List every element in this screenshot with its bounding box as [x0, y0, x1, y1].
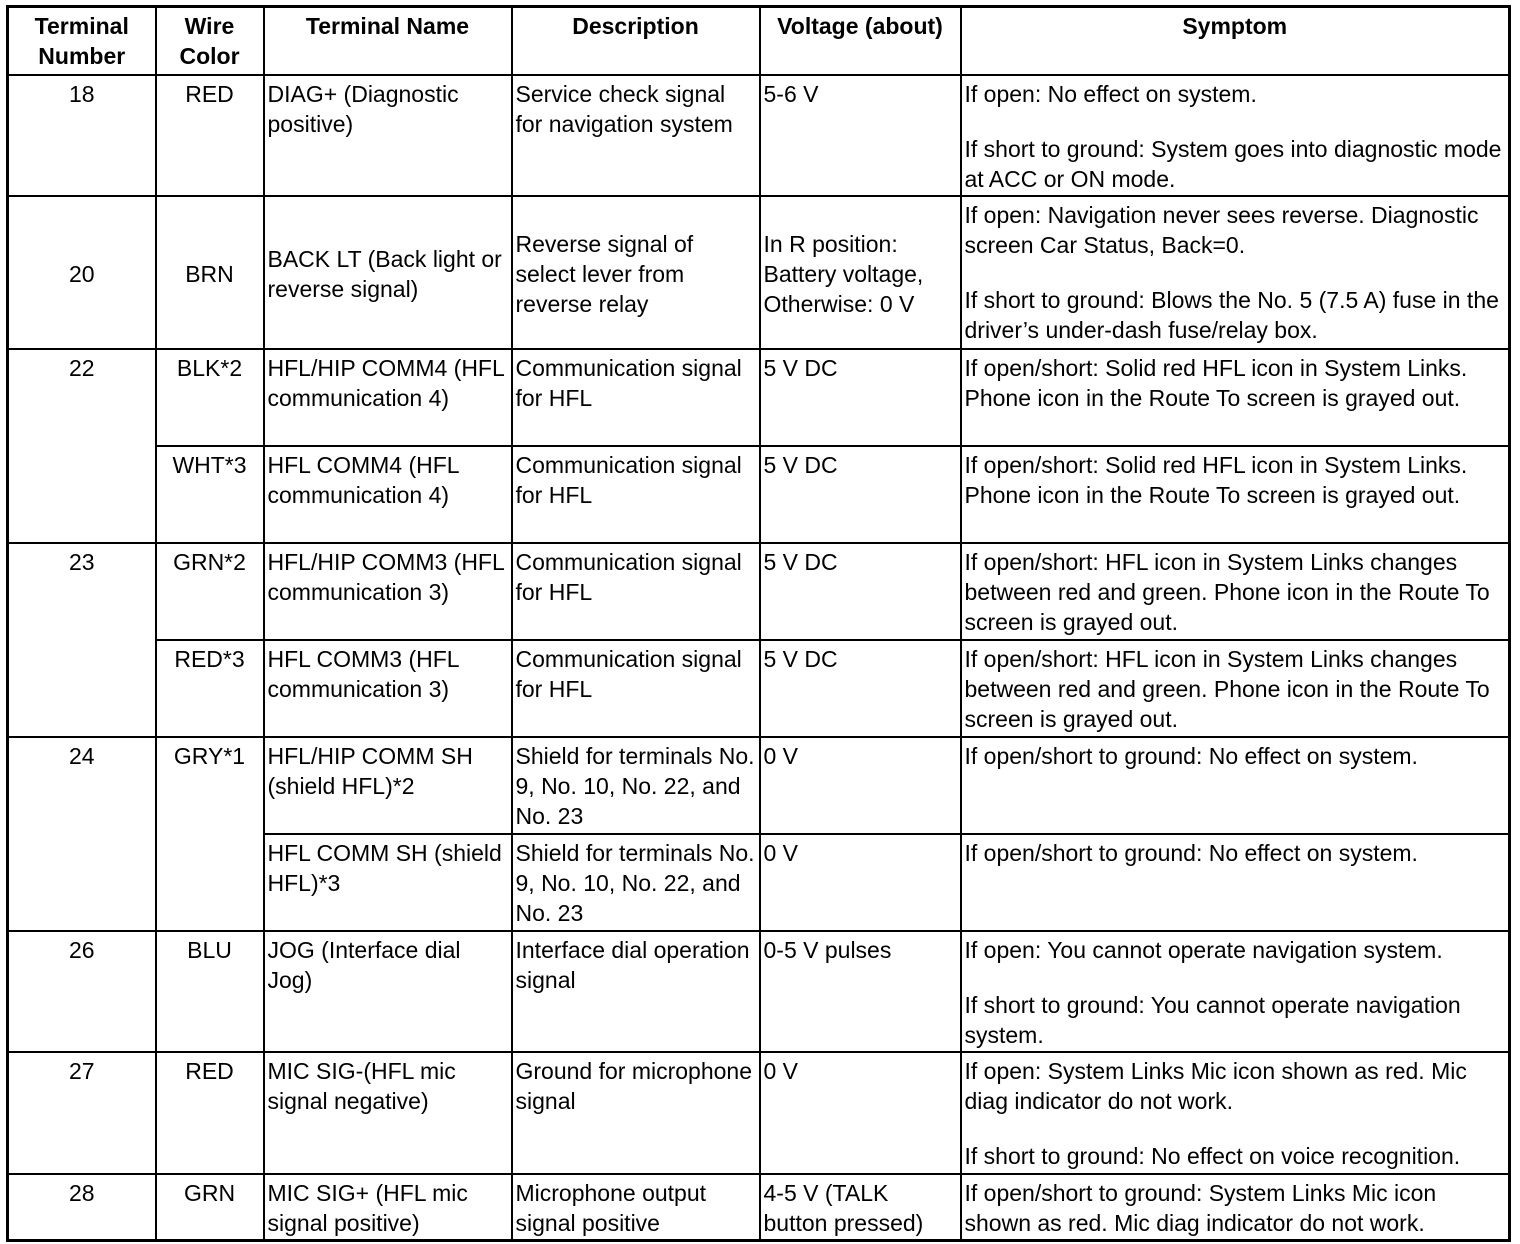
header-symptom: Symptom: [961, 7, 1510, 76]
table-row: [8, 1174, 1510, 1240]
cell-terminal: 24: [8, 737, 156, 931]
cell-symptom: [961, 349, 1510, 446]
symptom-text: If open/short: Solid red HFL icon in System Links. Phone icon in the Route To screen is grayed out.: [964, 355, 1468, 411]
table-row: [8, 1052, 1510, 1174]
terminal-table: [6, 5, 1511, 1242]
cell-symptom: [961, 75, 1510, 196]
cell-terminal: 18: [8, 75, 156, 196]
cell-description: Service check signal for navigation system: [512, 75, 760, 196]
cell-terminal-name: MIC SIG+ (HFL mic signal positive): [264, 1174, 512, 1240]
cell-wire-color: BRN: [156, 196, 264, 349]
cell-description: Communication signal for HFL: [512, 446, 760, 543]
cell-description: Interface dial operation signal: [512, 931, 760, 1052]
cell-terminal-name: HFL/HIP COMM4 (HFL communication 4): [264, 349, 512, 446]
cell-wire-color: RED: [156, 1052, 264, 1174]
table-row: [8, 349, 1510, 446]
symptom-text: If open/short to ground: No effect on system.: [964, 840, 1418, 866]
symptom-text: If short to ground: System goes into diagnostic mode at ACC or ON mode.: [964, 136, 1502, 192]
table-row: [8, 737, 1510, 834]
cell-voltage: 4-5 V (TALK button pressed): [760, 1174, 961, 1240]
table-row: [8, 931, 1510, 1052]
cell-description: Ground for microphone signal: [512, 1052, 760, 1174]
cell-voltage: 0 V: [760, 737, 961, 834]
cell-description: Shield for terminals No. 9, No. 10, No. 22, and No. 23: [512, 737, 760, 834]
symptom-text: If open: No effect on system.: [964, 81, 1257, 107]
cell-symptom: [961, 931, 1510, 1052]
cell-terminal: 26: [8, 931, 156, 1052]
cell-voltage: In R position: Battery voltage, Otherwise: 0 V: [760, 196, 961, 349]
cell-description: Shield for terminals No. 9, No. 10, No. 22, and No. 23: [512, 834, 760, 931]
cell-terminal-name: HFL COMM4 (HFL communication 4): [264, 446, 512, 543]
symptom-text: If short to ground: No effect on voice recognition.: [964, 1143, 1461, 1169]
cell-terminal-name: MIC SIG-(HFL mic signal negative): [264, 1052, 512, 1174]
table-row: [8, 543, 1510, 640]
cell-voltage: 0 V: [760, 1052, 961, 1174]
cell-voltage: 5-6 V: [760, 75, 961, 196]
cell-wire-color: GRN: [156, 1174, 264, 1240]
cell-voltage: 5 V DC: [760, 543, 961, 640]
header-wire-color: Wire Color: [156, 7, 264, 76]
cell-terminal: 20: [8, 196, 156, 349]
table-header-row: [8, 7, 1510, 76]
header-terminal-number: Terminal Number: [8, 7, 156, 76]
cell-description: Communication signal for HFL: [512, 640, 760, 737]
table-row: [8, 446, 1510, 543]
symptom-text: If open/short: HFL icon in System Links changes between red and green. Phone icon in the Route To screen is grayed out.: [964, 549, 1490, 635]
cell-terminal: 27: [8, 1052, 156, 1174]
symptom-text: If short to ground: You cannot operate navigation system.: [964, 992, 1461, 1048]
cell-voltage: 0-5 V pulses: [760, 931, 961, 1052]
cell-terminal-name: DIAG+ (Diagnostic positive): [264, 75, 512, 196]
cell-description: Reverse signal of select lever from reverse relay: [512, 196, 760, 349]
header-description: Description: [512, 7, 760, 76]
cell-terminal: 22: [8, 349, 156, 543]
cell-terminal: 28: [8, 1174, 156, 1240]
symptom-text: If open/short: HFL icon in System Links changes between red and green. Phone icon in the Route To screen is grayed out.: [964, 646, 1490, 732]
cell-description: Communication signal for HFL: [512, 349, 760, 446]
cell-wire-color: GRY*1: [156, 737, 264, 931]
cell-wire-color: GRN*2: [156, 543, 264, 640]
symptom-text: If open: Navigation never sees reverse. Diagnostic screen Car Status, Back=0.: [964, 202, 1479, 258]
symptom-text: If open/short: Solid red HFL icon in System Links. Phone icon in the Route To screen is grayed out.: [964, 452, 1468, 508]
cell-terminal: 23: [8, 543, 156, 737]
table-row: [8, 196, 1510, 349]
cell-voltage: 5 V DC: [760, 446, 961, 543]
symptom-text: If open: You cannot operate navigation system.: [964, 937, 1443, 963]
cell-terminal-name: HFL COMM SH (shield HFL)*3: [264, 834, 512, 931]
cell-wire-color: BLK*2: [156, 349, 264, 446]
header-voltage: Voltage (about): [760, 7, 961, 76]
cell-wire-color: WHT*3: [156, 446, 264, 543]
cell-symptom: [961, 1174, 1510, 1240]
symptom-text: If short to ground: Blows the No. 5 (7.5 A) fuse in the driver’s under-dash fuse/relay box.: [964, 287, 1499, 343]
symptom-text: If open/short to ground: System Links Mic icon shown as red. Mic diag indicator do not work.: [964, 1180, 1437, 1236]
table-row: [8, 640, 1510, 737]
cell-wire-color: BLU: [156, 931, 264, 1052]
cell-description: Communication signal for HFL: [512, 543, 760, 640]
table-row: [8, 75, 1510, 196]
symptom-text: If open: System Links Mic icon shown as red. Mic diag indicator do not work.: [964, 1058, 1467, 1114]
cell-voltage: 5 V DC: [760, 349, 961, 446]
cell-symptom: [961, 640, 1510, 737]
cell-symptom: [961, 196, 1510, 349]
cell-wire-color: RED*3: [156, 640, 264, 737]
cell-symptom: [961, 543, 1510, 640]
cell-voltage: 0 V: [760, 834, 961, 931]
cell-symptom: [961, 737, 1510, 834]
cell-terminal-name: BACK LT (Back light or reverse signal): [264, 196, 512, 349]
cell-symptom: [961, 834, 1510, 931]
cell-terminal-name: HFL COMM3 (HFL communication 3): [264, 640, 512, 737]
header-terminal-name: Terminal Name: [264, 7, 512, 76]
cell-terminal-name: HFL/HIP COMM3 (HFL communication 3): [264, 543, 512, 640]
cell-description: Microphone output signal positive: [512, 1174, 760, 1240]
cell-symptom: [961, 1052, 1510, 1174]
symptom-text: If open/short to ground: No effect on system.: [964, 743, 1418, 769]
cell-terminal-name: HFL/HIP COMM SH (shield HFL)*2: [264, 737, 512, 834]
cell-voltage: 5 V DC: [760, 640, 961, 737]
cell-terminal-name: JOG (Interface dial Jog): [264, 931, 512, 1052]
cell-wire-color: RED: [156, 75, 264, 196]
cell-symptom: [961, 446, 1510, 543]
